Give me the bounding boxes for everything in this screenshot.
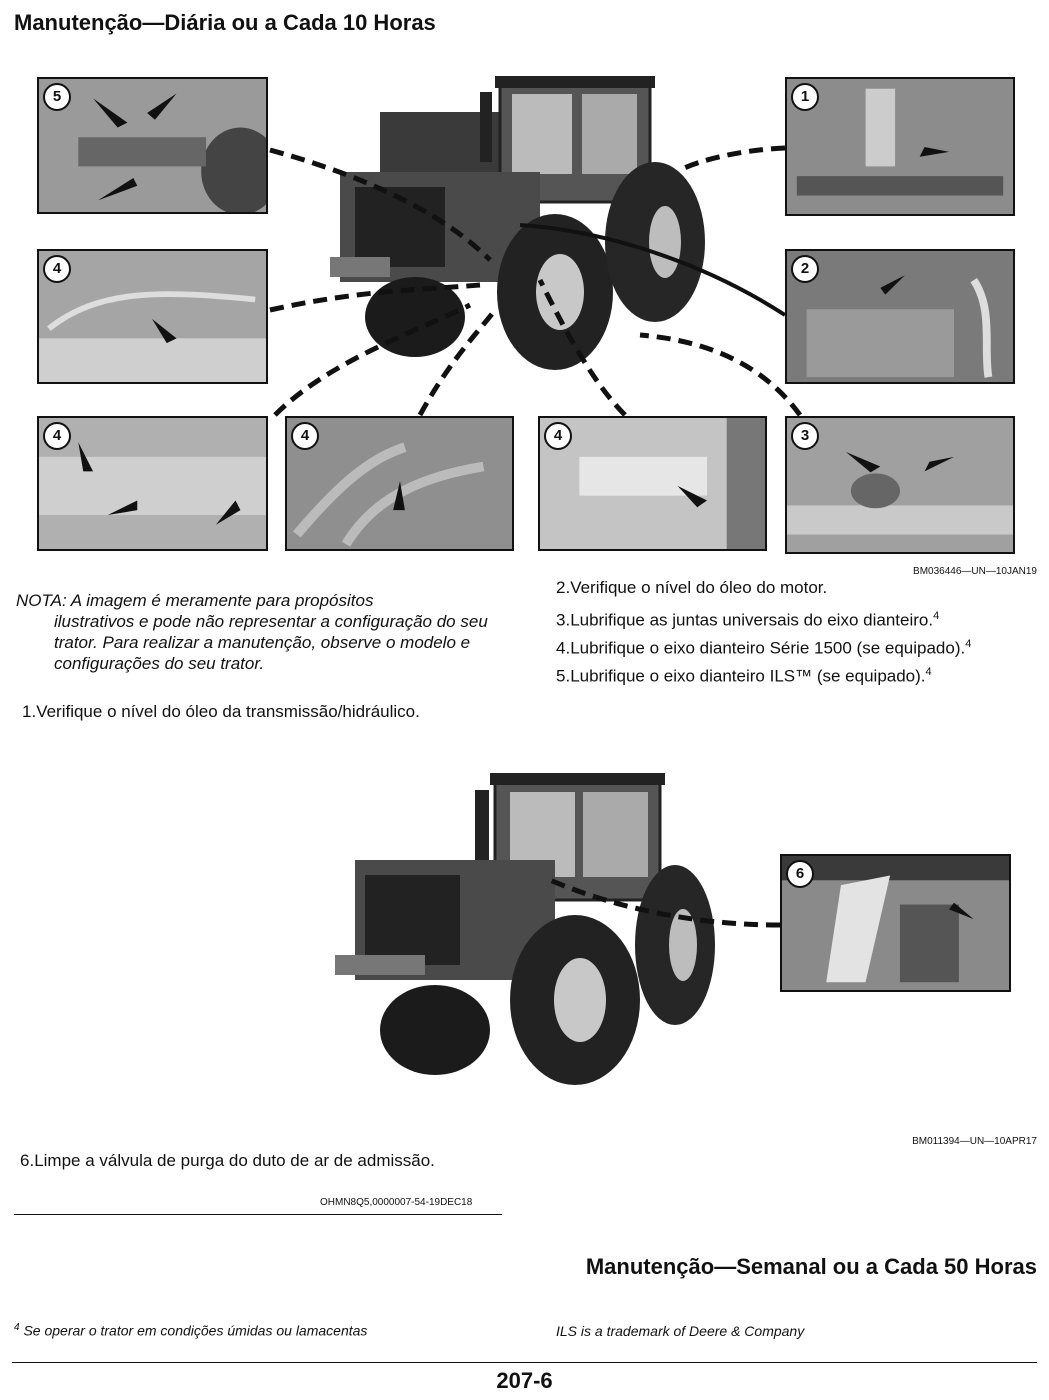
note-first-line: A imagem é meramente para propósitos <box>70 591 374 610</box>
list-item: 1.Verifique o nível do óleo da transmissão/hidráulico. <box>22 702 420 721</box>
callout-number-badge: 4 <box>43 255 71 283</box>
note-label: NOTA: <box>16 591 67 610</box>
list-item: 2.Verifique o nível do óleo do motor. <box>556 578 828 597</box>
footnote-ref: 4 <box>933 610 940 622</box>
document-reference: OHMN8Q5,0000007-54-19DEC18 <box>320 1197 473 1208</box>
page-number: 207-6 <box>496 1368 553 1393</box>
footnote: $^4$ Se operar o trator em condições úmidas ou lamacentas <box>14 1322 368 1339</box>
photo-front-axle-ils <box>37 77 268 214</box>
photo-front-axle-1500-b <box>37 416 268 551</box>
callout-number-badge: 4 <box>43 422 71 450</box>
section-title-daily: Manutenção—Diária ou a Cada 10 Horas <box>14 10 436 35</box>
note-block <box>16 590 508 674</box>
photo-front-axle-1500-d <box>538 416 767 551</box>
footnote-ref: 4 <box>965 638 972 650</box>
photo-air-intake-purge-valve <box>780 854 1011 992</box>
callout-lines <box>530 870 790 940</box>
photo-engine-oil <box>785 249 1015 384</box>
list-item: 3.Lubrifique as juntas universais do eixo dianteiro.$^4$ <box>556 610 940 630</box>
list-item: 5.Lubrifique o eixo dianteiro ILS™ (se equipado).$^4$ <box>556 666 932 686</box>
divider <box>14 1214 502 1215</box>
photo-front-axle-1500-a <box>37 249 268 384</box>
callout-number-badge: 5 <box>43 83 71 111</box>
callout-number-badge: 6 <box>786 860 814 888</box>
photo-transmission-oil <box>785 77 1015 216</box>
callout-number-badge: 4 <box>544 422 572 450</box>
list-item: 4.Lubrifique o eixo dianteiro Série 1500 (se equipado).$^4$ <box>556 638 972 658</box>
figure-code: BM011394—UN—10APR17 <box>912 1136 1037 1147</box>
callout-number-badge: 2 <box>791 255 819 283</box>
footnote-ref: 4 <box>925 666 932 678</box>
figure-code: BM036446—UN—10JAN19 <box>913 566 1037 577</box>
callout-number-badge: 4 <box>291 422 319 450</box>
photo-front-axle-u-joints <box>785 416 1015 554</box>
section-title-weekly: Manutenção—Semanal ou a Cada 50 Horas <box>585 1254 1037 1279</box>
photo-front-axle-1500-c <box>285 416 514 551</box>
list-item: 6.Limpe a válvula de purga do duto de ar de admissão. <box>20 1151 435 1170</box>
callout-number-badge: 3 <box>791 422 819 450</box>
callout-number-badge: 1 <box>791 83 819 111</box>
note-text: ilustrativos e pode não representar a configuração do seu trator. Para realizar a manutenção, observe o modelo e configurações do seu trator. <box>54 612 488 673</box>
trademark-note: ILS is a trademark of Deere & Company <box>556 1323 805 1339</box>
footer-divider <box>12 1362 1037 1363</box>
footnote-mark: 4 <box>14 1322 20 1333</box>
